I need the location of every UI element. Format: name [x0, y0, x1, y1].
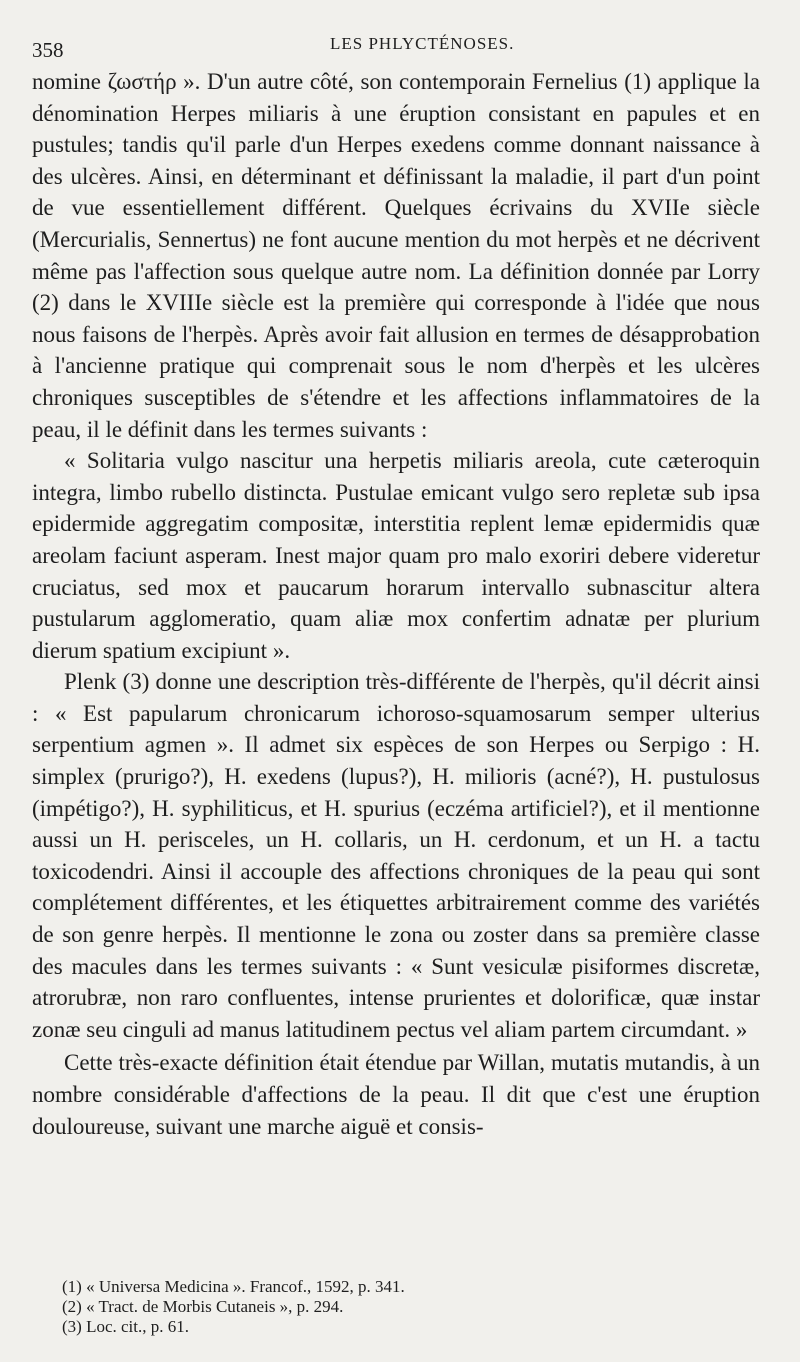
paragraph: nomine ζωστήρ ». D'un autre côté, son contemporain Fernelius (1) applique la dénomination Herpes miliaris à une éruption consistant en papules et en pustules; tandis qu'il parle d'un Herpes exedens comme donnant naissance à des ulcères. Ainsi, en déterminant et définissant la maladie, il part d'un point de vue essentiellement différent. Quelques écrivains du XVIIe siècle (Mercurialis, Sennertus) ne font aucune mention du mot herpès et ne décrivent même pas l'affection sous quelque autre nom. La définition donnée par Lorry (2) dans le XVIIIe siècle est la première qui corresponde à l'idée que nous nous faisons de l'herpès. Après avoir fait allusion en termes de désapprobation à l'ancienne pratique qui comprenait sous le nom d'herpès et les ulcères chroniques susceptibles de s'étendre et les affections inflammatoires de la peau, il le définit dans les termes suivants : [32, 69, 760, 442]
paragraph-latin-quote: « Solitaria vulgo nascitur una herpetis miliaris areola, cute cæteroquin integra, limbo rubello distincta. Pustulae emicant vulgo sero repletæ sub ipsa epidermide aggregatim compositæ, interstitia replent lemæ epidermidis quæ areolam faciunt asperam. Inest major quam pro malo exoriri debere videretur cruciatus, sed mox et paucarum horarum intervallo subnascitur altera pustularum agglomeratio, quam aliæ mox confertim adnatæ per plurium dierum spatium excipiunt ». [32, 448, 760, 663]
running-title: LES PHLYCTÉNOSES. [330, 34, 515, 53]
body-text [32, 66, 760, 1142]
paragraph: Cette très-exacte définition était étendue par Willan, mutatis mutandis, à un nombre considérable d'affections de la peau. Il dit que c'est une éruption douloureuse, suivant une marche aiguë et consis- [32, 1050, 760, 1139]
paragraph: Plenk (3) donne une description très-différente de l'herpès, qu'il décrit ainsi : « Est papularum chronicarum ichoroso-squamosarum semper ulterius serpentium agmen ». Il admet six espèces de son Herpes ou Serpigo : H. simplex (prurigo?), H. exedens (lupus?), H. milioris (acné?), H. pustulosus (impétigo?), H. syphiliticus, et H. spurius (eczéma artificiel?), et il mentionne aussi un H. perisceles, un H. collaris, un H. cerdonum, et un H. a tactu toxicodendri. Ainsi il accouple des affections chroniques de la peau qui sont complétement différentes, et les étiquettes arbitrairement comme des variétés de son genre herpès. Il mentionne le zona ou zoster dans sa première classe des macules dans les termes suivants : « Sunt vesiculæ pisiformes discretæ, atrorubræ, non raro confluentes, intense prurientes et dolorificæ, quæ instar zonæ seu cinguli ad manus latitudinem pectus vel aliam partem circumdant. » [32, 669, 760, 1042]
footnotes [62, 1277, 762, 1337]
page-number: 358 [32, 38, 64, 62]
footnote: (1) « Universa Medicina ». Francof., 1592, p. 341. [62, 1277, 405, 1296]
page-header [32, 28, 780, 62]
footnote: (3) Loc. cit., p. 61. [62, 1317, 189, 1336]
footnote: (2) « Tract. de Morbis Cutaneis », p. 294. [62, 1297, 344, 1316]
